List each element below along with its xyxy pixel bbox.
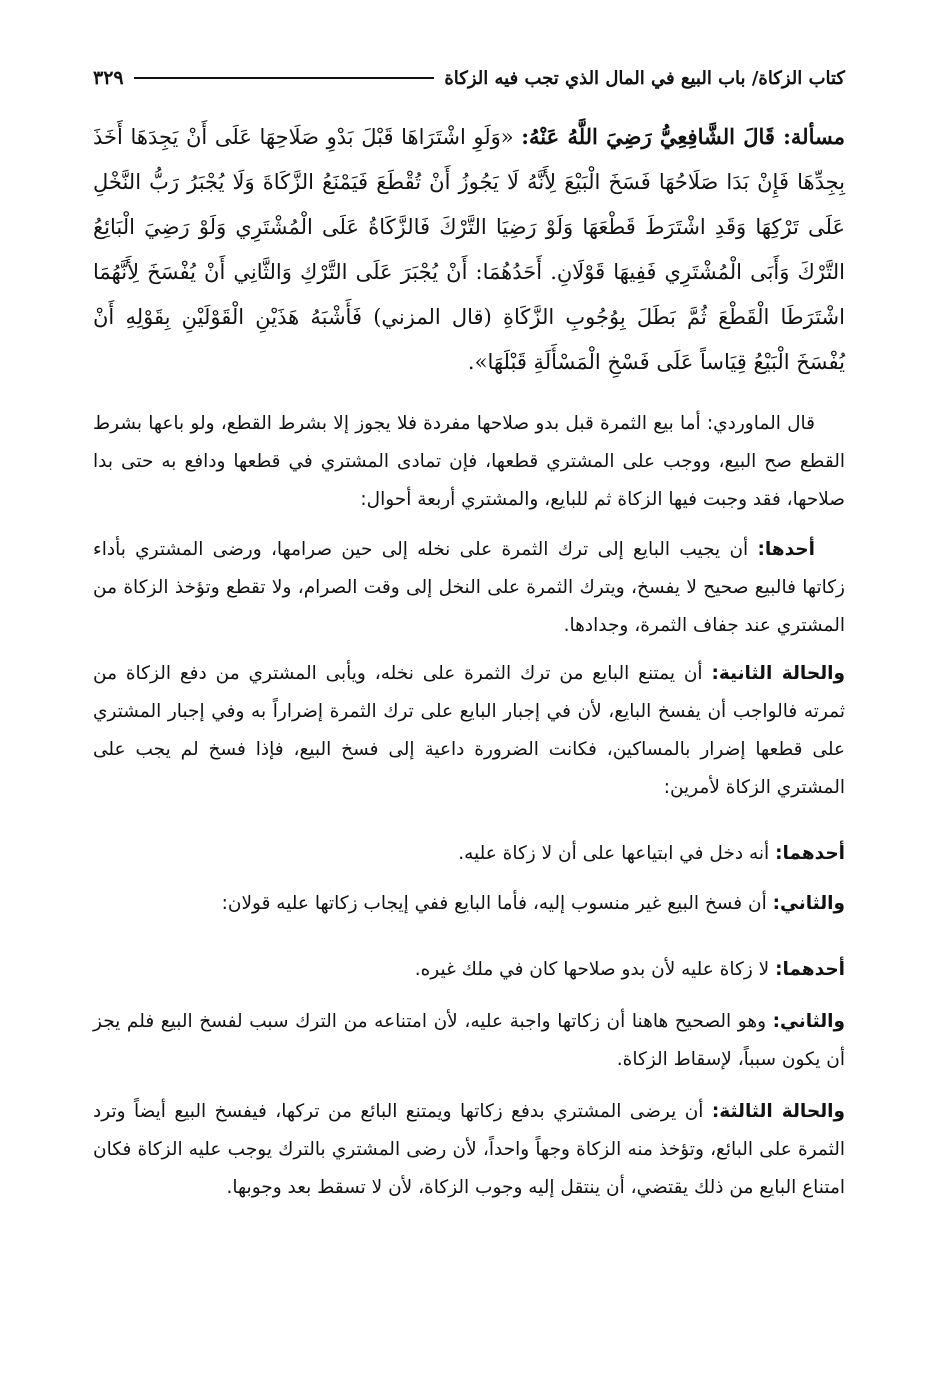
- paragraph-lead: والحالة الثانية:: [711, 663, 845, 684]
- paragraph-text: أن يمتنع البايع من ترك الثمرة على نخله، ويأبى المشتري من دفع الزكاة من ثمرته فالواجب أن يفسخ البايع، لأن في إجبار البايع على ترك الثمرة إضراراً به وفي إجبار المشتري على قطعها إضرار بالمساكين، فكانت الضرورة داعية إلى فسخ البيع، فإذا فسخ لم يجب على المشتري الزكاة لأمرين:: [93, 663, 845, 798]
- paragraph-text: لا زكاة عليه لأن بدو صلاحها كان في ملك غيره.: [414, 959, 776, 980]
- matn-body: «وَلَوِ اشْتَرَاهَا قَبْلَ بَدْوِ صَلَاحِهَا عَلَى أَنْ يَجِدَهَا أَخَذَ بِجِدِّهَا فَإِنْ بَدَا صَلَاحُهَا فَسَخَ الْبَيْعَ لِأَنَّهُ لَا يَجُوزُ أَنْ تُقْطَعَ فَيَمْنَعُ الزَّكَاةَ وَلَا يُجْبَرُ رَبُّ النَّخْلِ عَلَى تَرْكِهَا وَقَدِ اشْتَرَطَ قَطْعَهَا وَلَوْ رَضِيَا التَّرْكَ فَالزَّكَاةُ عَلَى الْمُشْتَرِي وَلَوْ رَضِيَ الْبَائِعُ التَّرْكَ وَأَبَى الْمُشْتَرِي فَفِيهَا قَوْلَانِ. أَحَدُهُمَا: أَنْ يُجْبَرَ عَلَى التَّرْكِ وَالثَّانِي أَنْ يُفْسَخَ لِأَنَّهُمَا اشْتَرَطَا الْقَطْعَ ثُمَّ بَطَلَ بِوُجُوبِ الزَّكَاةِ (قال المزني) فَأَشْبَهُ هَذَيْنِ الْقَوْلَيْنِ بِقَوْلِهِ أَنْ يُفْسَخَ الْبَيْعُ قِيَاساً عَلَى فَسْخِ الْمَسْأَلَةِ قَبْلَهَا».: [93, 125, 845, 374]
- paragraph-text: أن يرضى المشتري بدفع زكاتها ويمتنع البائع من تركها، فيفسخ البيع أيضاً وترد الثمرة على البائع، وتؤخذ منه الزكاة وجهاً واحداً، لأن رضى المشتري بالترك يوجب عليه الزكاة فكان امتناع البايع من ذلك يقتضي، أن ينتقل إليه وجوب الزكاة، لأن لا تسقط بعد وجوبها.: [93, 1101, 845, 1198]
- paragraph-opinion-1: [93, 951, 845, 989]
- paragraph-text: قال الماوردي: أما بيع الثمرة قبل بدو صلاحها مفردة فلا يجوز إلا بشرط القطع، ولو باعها بشرط القطع صح البيع، ووجب على المشتري قطعها، فإن تمادى المشتري في قطعها ودافع به حتى بدا صلاحها، فقد وجبت فيها الزكاة ثم للبايع، والمشتري أربعة أحوال:: [93, 413, 845, 510]
- paragraph-lead: والثاني:: [772, 893, 845, 914]
- matn-lead: مسألة: قَالَ الشَّافِعِيُّ رَضِيَ اللَّهُ عَنْهُ:: [521, 124, 845, 149]
- chapter-title: كتاب الزكاة/ باب البيع في المال الذي تجب فيه الزكاة: [444, 67, 845, 89]
- paragraph-lead: أحدهما:: [775, 843, 845, 864]
- paragraph-lead: أحدهما:: [775, 959, 845, 980]
- paragraph-lead: والثاني:: [772, 1011, 845, 1032]
- paragraph-lead: أحدها:: [757, 539, 815, 560]
- paragraph-opinion-2: [93, 1003, 845, 1079]
- paragraph-case-2: [93, 655, 845, 807]
- book-page: [93, 62, 845, 1207]
- page-number: ٣٢٩: [93, 67, 124, 89]
- paragraph-text: أن يجيب البايع إلى ترك الثمرة على نخله إلى حين صرامها، ورضى المشتري بأداء زكاتها فالبيع صحيح لا يفسخ، ويترك الثمرة على النخل إلى وقت الصرام، ولا تقطع وتؤخذ الزكاة من المشتري عند جفاف الثمرة، وجدادها.: [93, 539, 845, 636]
- matn-text: [93, 114, 845, 385]
- paragraph-lead: والحالة الثالثة:: [711, 1101, 845, 1122]
- commentary: [93, 405, 845, 1207]
- paragraph-case-3: [93, 1093, 845, 1207]
- paragraph-reason-1: [93, 835, 845, 873]
- paragraph-text: أن فسخ البيع غير منسوب إليه، فأما البايع ففي إيجاب زكاتها عليه قولان:: [221, 893, 773, 914]
- paragraph-reason-2: [93, 885, 845, 923]
- paragraph-text: وهو الصحيح هاهنا أن زكاتها واجبة عليه، لأن امتناعه من الترك سبب لفسخ البيع فلم يجز أن يكون سبباً، لإسقاط الزكاة.: [93, 1011, 845, 1070]
- paragraph-text: أنه دخل في ابتياعها على أن لا زكاة عليه.: [458, 843, 776, 864]
- paragraph-mawardi: [93, 405, 845, 519]
- header-rule: [134, 77, 435, 79]
- paragraph-case-1: [93, 531, 845, 645]
- running-header: [93, 62, 845, 94]
